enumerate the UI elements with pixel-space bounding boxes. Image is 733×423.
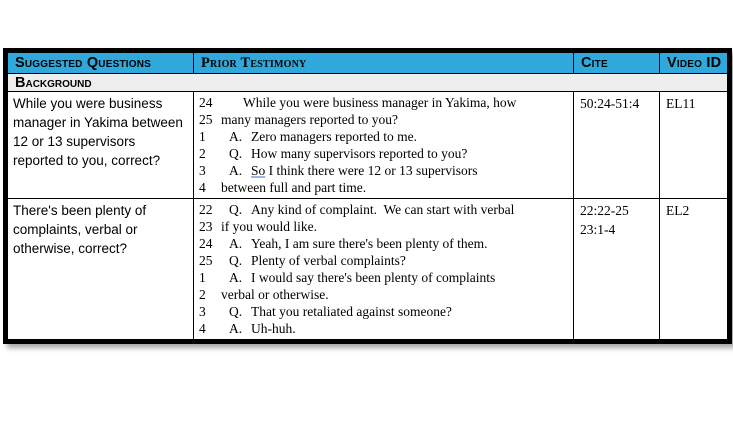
line-number: 23 bbox=[199, 219, 213, 234]
transcript-line bbox=[194, 303, 571, 320]
line-text: Q. That you retaliated against someone? bbox=[229, 304, 452, 319]
line-text: Q. Any kind of complaint. We can start with verbal bbox=[229, 202, 515, 217]
transcript-line bbox=[194, 162, 571, 179]
line-number: 3 bbox=[199, 304, 206, 319]
transcript-line bbox=[194, 145, 571, 162]
underlined-word: So bbox=[251, 163, 266, 178]
speaker-label: Q. bbox=[229, 202, 243, 217]
line-text: verbal or otherwise. bbox=[221, 287, 329, 302]
cite-value: 50:24-51:4 bbox=[580, 96, 640, 111]
speaker-label: Q. bbox=[229, 304, 243, 319]
transcript-line bbox=[194, 235, 571, 252]
line-text: Q. How many supervisors reported to you? bbox=[229, 146, 468, 161]
line-number: 24 bbox=[199, 236, 213, 251]
line-text: between full and part time. bbox=[221, 180, 367, 195]
cite-value: 23:1-4 bbox=[580, 222, 616, 237]
line-text: A. Yeah, I am sure there's been plenty of them. bbox=[229, 236, 488, 251]
transcript-line bbox=[194, 218, 571, 235]
line-number: 25 bbox=[199, 253, 213, 268]
speaker-label: Q. bbox=[229, 253, 243, 268]
speaker-label: A. bbox=[229, 163, 243, 178]
line-text: A. So I think there were 12 or 13 supervisors bbox=[229, 163, 478, 178]
cite-value: 22:22-25 bbox=[580, 203, 629, 218]
transcript-line bbox=[194, 320, 571, 337]
line-number: 1 bbox=[199, 129, 206, 144]
prior-testimony-cell bbox=[194, 92, 574, 199]
speaker-label: Q. bbox=[229, 146, 243, 161]
line-text: While you were business manager in Yakima, how bbox=[243, 95, 517, 110]
line-number: 4 bbox=[199, 180, 206, 195]
transcript-line bbox=[194, 128, 571, 145]
testimony-row bbox=[8, 199, 728, 340]
line-number: 22 bbox=[199, 202, 213, 217]
table-header-row bbox=[8, 53, 728, 74]
speaker-label: A. bbox=[229, 321, 243, 336]
cite-cell bbox=[574, 92, 660, 199]
transcript-line bbox=[194, 201, 571, 218]
line-number: 3 bbox=[199, 163, 206, 178]
line-text: A. Uh-huh. bbox=[229, 321, 296, 336]
line-text: A. Zero managers reported to me. bbox=[229, 129, 418, 144]
line-text: many managers reported to you? bbox=[221, 112, 398, 127]
line-number: 2 bbox=[199, 146, 206, 161]
transcript-line bbox=[194, 94, 571, 111]
transcript-line bbox=[194, 269, 571, 286]
video-id-cell: EL11 bbox=[660, 92, 728, 199]
col-header-cite: Cite bbox=[574, 53, 660, 74]
testimony-row bbox=[8, 92, 728, 199]
col-header-prior-testimony: Prior Testimony bbox=[194, 53, 574, 74]
transcript-line bbox=[194, 179, 571, 196]
col-header-suggested-questions: Suggested Questions bbox=[8, 53, 194, 74]
col-header-video-id: Video ID bbox=[660, 53, 728, 74]
video-id-cell: EL2 bbox=[660, 199, 728, 340]
line-text: A. I would say there's been plenty of complaints bbox=[229, 270, 496, 285]
line-number: 1 bbox=[199, 270, 206, 285]
line-number: 24 bbox=[199, 95, 213, 110]
prior-testimony-cell bbox=[194, 199, 574, 340]
speaker-label: A. bbox=[229, 236, 243, 251]
section-row-background bbox=[8, 74, 728, 92]
line-text: if you would like. bbox=[221, 219, 317, 234]
transcript-line bbox=[194, 286, 571, 303]
line-number: 4 bbox=[199, 321, 206, 336]
speaker-label: A. bbox=[229, 270, 243, 285]
line-number: 2 bbox=[199, 287, 206, 302]
suggested-question-cell: There's been plenty of complaints, verbal or otherwise, correct? bbox=[8, 199, 194, 340]
section-header-background: Background bbox=[8, 74, 728, 92]
line-number: 25 bbox=[199, 112, 213, 127]
cite-cell bbox=[574, 199, 660, 340]
deposition-designation-table bbox=[3, 48, 732, 344]
speaker-label: A. bbox=[229, 129, 243, 144]
suggested-question-cell: While you were business manager in Yakima between 12 or 13 supervisors reported to you, correct? bbox=[8, 92, 194, 199]
transcript-line bbox=[194, 252, 571, 269]
transcript-line bbox=[194, 111, 571, 128]
testimony-table bbox=[7, 52, 728, 340]
line-text: Q. Plenty of verbal complaints? bbox=[229, 253, 406, 268]
